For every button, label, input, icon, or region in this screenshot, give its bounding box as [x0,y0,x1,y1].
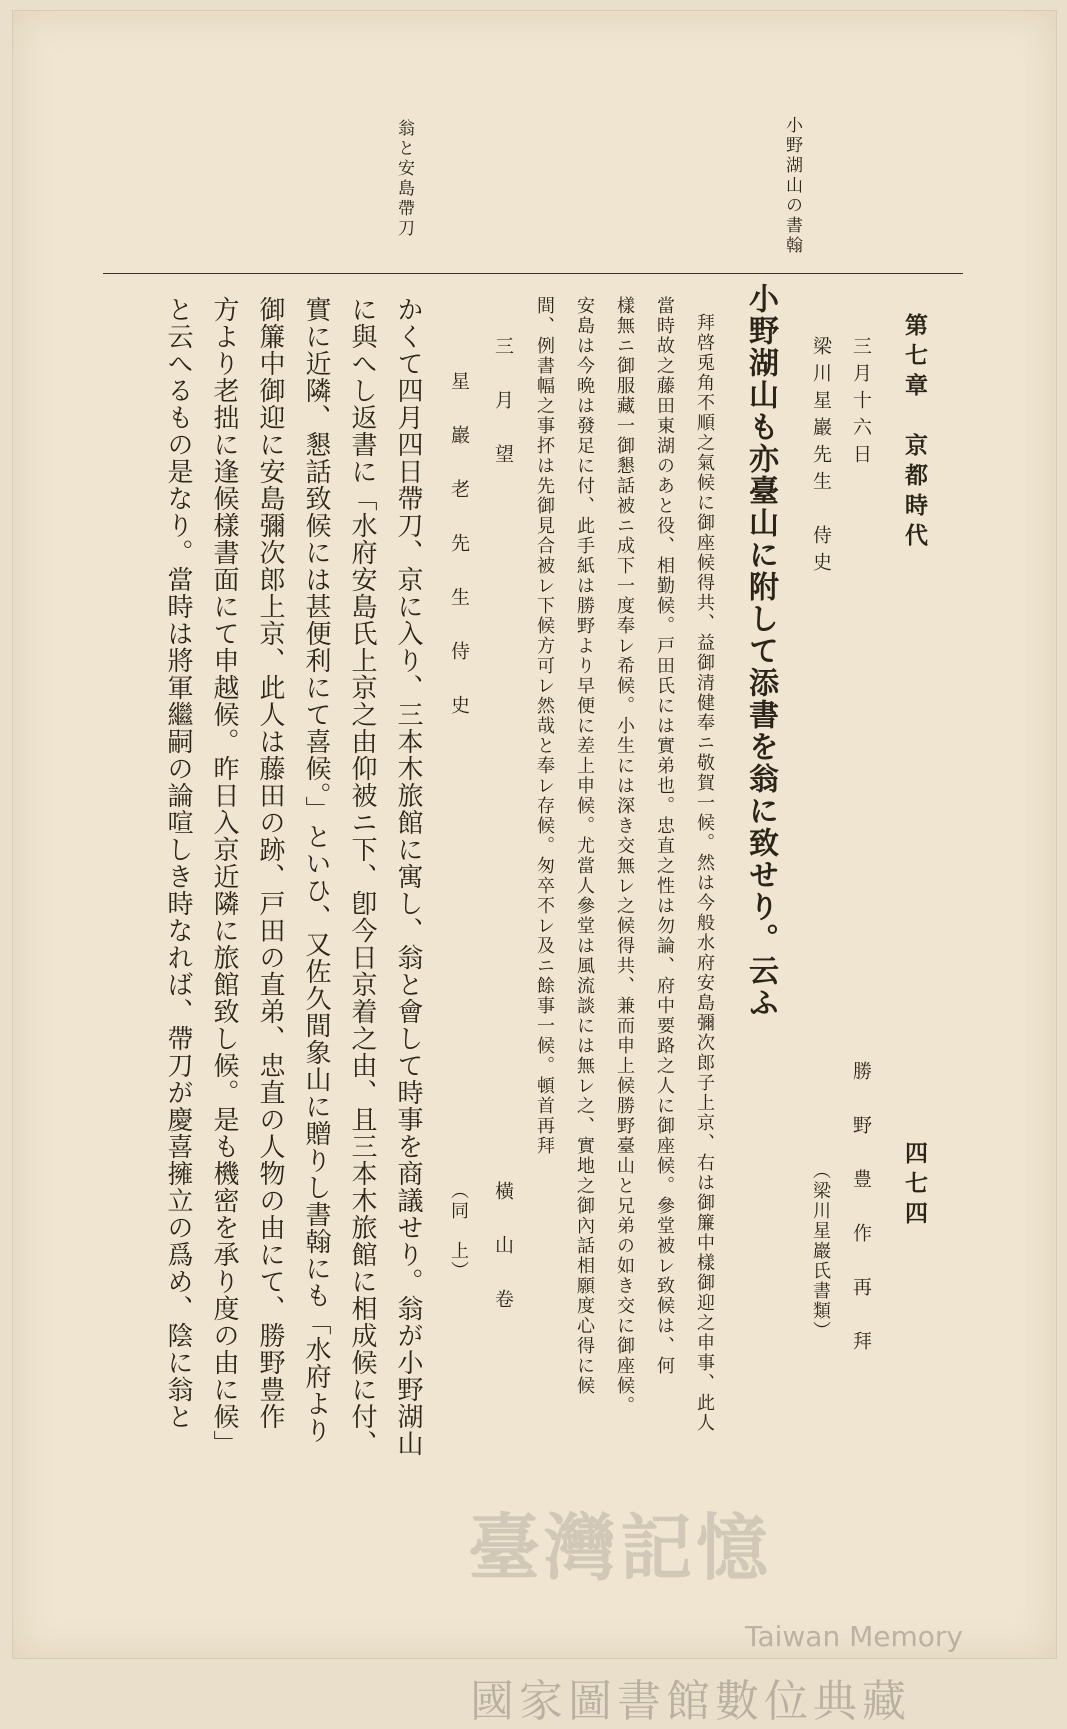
body-line: 方より老拙に逢候樣書面にて申越候。昨日入京近隣に旅館致し候。是も機密を承り度の由に候」 [209,296,239,1457]
letter2-line: 拜啓兎角不順之氣候に御座候得共、益御清健奉ニ敬賀一候。然は今般水府安島彌次郎子上京、右は御簾中樣御迎之申事、此人 [694,313,715,1433]
watermark-logo: 臺灣記憶 [468,1506,773,1590]
margin-note-tatewaki: 翁と安島帶刀 [394,119,414,239]
body-line: に與へし返書に「水府安島氏上京之由仰被ニ下、卽今日京着之由、且三本木旅館に相成候に付、 [347,296,377,1457]
margin-note-letter: 小野湖山の書翰 [782,116,802,256]
letter2-sender: 橫 山 卷 [492,1181,514,1316]
letter2-source: （同 上） [448,1181,469,1281]
letter1-recipient: 梁川星巖先生 侍史 [810,336,832,579]
letter2-date: 三 月 望 [492,336,514,471]
body-line: 實に近隣、懇話致候には甚便利にて喜候。」といひ、又佐久間象山に贈りし書翰にも「水府より [301,296,331,1444]
letter2-recipient: 星 巖 老 先 生 侍 史 [448,371,470,722]
watermark-english: Taiwan Memory [745,1620,963,1653]
header-rule [103,273,963,274]
chapter-title: 第七章 京都時代 [901,313,928,553]
letter2-line: 當時故之藤田東湖のあと役、相勤候。戸田氏には實弟也。忠直之性は勿論、府中要路之人に御座候。參堂被レ致候は、何 [654,296,675,1376]
page-number: 四七四 [901,1141,928,1231]
watermark-chinese: 國家圖書館數位典藏 [470,1676,911,1727]
body-line: と云へるもの是なり。當時は將軍繼嗣の論喧しき時なれば、帶刀が慶喜擁立の爲め、陰に翁と [163,296,193,1430]
letter1-sender: 勝 野 豊 作 再 拜 [850,1061,872,1358]
letter2-line: 間、例書幅之事抔は先御見合被レ下候方可レ然哉と奉レ存候。匆卒不レ及ニ餘事一候。頓首再拜 [534,296,555,1156]
body-line: かくて四月四日帶刀、京に入り、三本木旅館に寓し、翁と會して時事を商議せり。翁が小野湖山 [393,296,423,1457]
letter1-date: 三月十六日 [850,336,872,471]
letter1-source: （梁川星巖氏書類） [810,1161,831,1341]
section-heading: 小野湖山も亦臺山に附して添書を翁に致せり。云ふ [743,283,778,1019]
body-line: 御簾中御迎に安島彌次郎上京、此人は藤田の跡、戸田の直弟、忠直の人物の由にて、勝野豊作 [255,296,285,1430]
letter2-line: 樣無ニ御服藏一御懇話被ニ成下一度奉レ希候。小生には深き交無レ之候得共、兼而申上候勝野臺山と兄弟の如き交に御座候。 [614,296,635,1416]
letter2-line: 安島は今晩は發足に付、此手紙は勝野より早便に差上申候。尤當人參堂は風流談には無レ之、實地之御內話相願度心得に候 [574,296,595,1396]
book-page [12,10,1057,1659]
